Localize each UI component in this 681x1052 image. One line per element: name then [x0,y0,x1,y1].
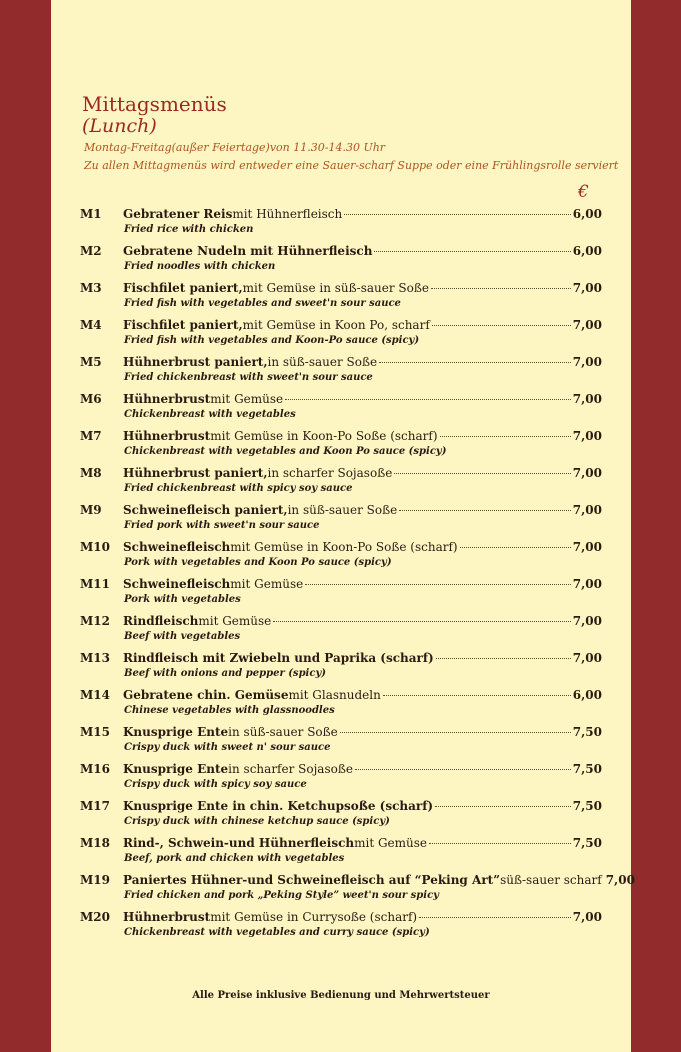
item-line [123,503,602,517]
item-line [123,762,602,776]
item-price: 7,00 [572,577,602,591]
item-number: M10 [80,540,110,554]
menu-item [80,244,602,281]
item-price: 6,00 [572,207,602,221]
menu-item [80,725,602,762]
item-price: 7,00 [572,614,602,628]
item-price: 7,00 [572,910,602,924]
dot-leader [379,362,571,363]
dot-leader [436,658,571,659]
item-description: mit Hühnerfleisch [232,207,343,221]
menu-item [80,207,602,244]
menu-item [80,799,602,836]
dot-leader [460,547,571,548]
item-translation: Pork with vegetables and Koon Po sauce (spicy) [124,557,392,568]
menu-item [80,873,635,910]
item-line [123,614,602,628]
item-description: in scharfer Sojasoße [228,762,353,776]
item-description: in süß-sauer Soße [267,355,378,369]
item-translation: Chickenbreast with vegetables and curry sauce (spicy) [124,927,430,938]
menu-item [80,762,602,799]
item-translation: Pork with vegetables [124,594,241,605]
menu-item [80,836,602,873]
item-number: M5 [80,355,102,369]
item-line [123,540,602,554]
dot-leader [432,325,571,326]
dot-leader [374,251,570,252]
item-name: Gebratener Reis [123,207,233,221]
item-number: M1 [80,207,102,221]
dot-leader [399,510,571,511]
dot-leader [394,473,570,474]
item-description: mit Gemüse in Currysoße (scharf) [210,910,418,924]
menu-list [80,207,635,947]
dot-leader [435,806,571,807]
item-description: in scharfer Sojasoße [267,466,393,480]
menu-page [51,0,635,1052]
menu-item [80,651,602,688]
item-number: M12 [80,614,110,628]
item-number: M18 [80,836,110,850]
item-price: 7,50 [572,762,602,776]
item-name: Schweinefleisch paniert, [123,503,288,517]
item-translation: Crispy duck with chinese ketchup sauce (spicy) [124,816,390,827]
item-price: 7,00 [572,392,602,406]
item-translation: Beef with onions and pepper (spicy) [124,668,326,679]
item-price: 7,00 [572,503,602,517]
item-price: 7,00 [572,540,602,554]
menu-item [80,392,602,429]
item-translation: Chinese vegetables with glassnoodles [124,705,335,716]
soup-note: Zu allen Mittagmenüs wird entweder eine Sauer-scharf Suppe oder eine Frühlingsrolle serviert [84,159,619,172]
item-name: Hühnerbrust [123,392,211,406]
item-line [123,466,602,480]
item-translation: Fried chicken and pork „Peking Style” weet'n sour spicy [124,890,439,901]
item-number: M17 [80,799,110,813]
dot-leader [340,732,571,733]
item-description: mit Glasnudeln [288,688,381,702]
item-price: 6,00 [572,688,602,702]
item-name: Fischfilet paniert, [123,318,243,332]
dot-leader [285,399,571,400]
dot-leader [431,288,571,289]
item-number: M4 [80,318,102,332]
item-number: M14 [80,688,110,702]
item-price: 7,00 [572,281,602,295]
item-translation: Crispy duck with sweet n' sour sauce [124,742,331,753]
opening-hours: Montag-Freitag(außer Feiertage)von 11.30-14.30 Uhr [84,141,386,154]
item-name: Hühnerbrust paniert, [123,466,268,480]
item-description: in süß-sauer Soße [287,503,398,517]
item-description: in süß-sauer Soße [228,725,338,739]
dot-leader [273,621,570,622]
item-name: Fischfilet paniert, [123,281,243,295]
currency-symbol: € [578,182,589,202]
item-name: Hühnerbrust paniert, [123,355,268,369]
menu-item [80,318,602,355]
item-price: 7,00 [572,429,602,443]
item-name: Knusprige Ente in chin. Ketchupsoße (scharf) [123,799,434,813]
item-translation: Fried rice with chicken [124,224,254,235]
item-number: M7 [80,429,102,443]
item-line [123,725,602,739]
item-translation: Chickenbreast with vegetables and Koon Po sauce (spicy) [124,446,447,457]
item-price: 7,00 [572,355,602,369]
item-line [123,318,602,332]
item-name: Rindfleisch [123,614,199,628]
item-line [123,688,602,702]
item-description: mit Gemüse [230,577,304,591]
footer-note: Alle Preise inklusive Bedienung und Mehrwertsteuer [192,990,490,1001]
item-number: M3 [80,281,102,295]
item-name: Knusprige Ente [123,762,229,776]
item-name: Schweinefleisch [123,540,231,554]
item-price: 7,50 [572,799,602,813]
item-number: M8 [80,466,102,480]
item-number: M19 [80,873,110,887]
item-number: M13 [80,651,110,665]
item-number: M11 [80,577,110,591]
item-translation: Crispy duck with spicy soy sauce [124,779,307,790]
item-line [123,910,602,924]
menu-item [80,281,602,318]
item-line [123,281,602,295]
item-description: mit Gemüse in Koon-Po Soße (scharf) [210,429,438,443]
item-description: süß-sauer scharf [500,873,602,887]
dot-leader [344,214,571,215]
item-line [123,244,602,258]
menu-item [80,540,602,577]
menu-item [80,429,602,466]
dot-leader [429,843,571,844]
page-subtitle: (Lunch) [82,115,157,137]
item-description: mit Gemüse in süß-sauer Soße [242,281,429,295]
item-translation: Fried fish with vegetables and Koon-Po sauce (spicy) [124,335,420,346]
item-description: mit Gemüse in Koon-Po Soße (scharf) [230,540,458,554]
item-price: 7,00 [572,318,602,332]
menu-item [80,355,602,392]
menu-item [80,910,602,947]
page-title: Mittagsmenüs [82,92,227,116]
item-name: Knusprige Ente [123,725,229,739]
dot-leader [305,584,571,585]
item-line [123,207,602,221]
item-line [123,651,602,665]
item-price: 7,50 [572,836,602,850]
item-description: mit Gemüse [354,836,428,850]
item-price: 7,00 [572,466,602,480]
menu-item [80,688,602,725]
item-name: Hühnerbrust [123,429,211,443]
item-number: M15 [80,725,110,739]
item-description: mit Gemüse [210,392,284,406]
dot-leader [440,436,571,437]
item-name: Paniertes Hühner-und Schweinefleisch auf “Peking Art” [123,873,501,887]
item-name: Schweinefleisch [123,577,231,591]
item-translation: Fried pork with sweet'n sour sauce [124,520,320,531]
item-number: M9 [80,503,102,517]
dot-leader [383,695,571,696]
item-translation: Chickenbreast with vegetables [124,409,296,420]
item-name: Gebratene Nudeln mit Hühnerfleisch [123,244,373,258]
menu-item [80,577,602,614]
item-number: M16 [80,762,110,776]
dot-leader [419,917,571,918]
item-line [123,392,602,406]
item-line [123,577,602,591]
item-description: mit Gemüse in Koon Po, scharf [242,318,430,332]
item-line [123,429,602,443]
item-name: Rind-, Schwein-und Hühnerfleisch [123,836,355,850]
item-number: M20 [80,910,110,924]
item-number: M2 [80,244,102,258]
item-description: mit Gemüse [198,614,272,628]
item-translation: Fried chickenbreast with sweet'n sour sauce [124,372,373,383]
item-translation: Beef with vegetables [124,631,241,642]
item-price: 6,00 [572,244,602,258]
item-price: 7,00 [605,873,635,887]
item-number: M6 [80,392,102,406]
item-translation: Fried fish with vegetables and sweet'n sour sauce [124,298,401,309]
item-line [123,836,602,850]
menu-item [80,466,602,503]
menu-item [80,614,602,651]
item-price: 7,00 [572,651,602,665]
item-name: Gebratene chin. Gemüse [123,688,289,702]
item-line [123,799,602,813]
item-translation: Fried noodles with chicken [124,261,276,272]
item-price: 7,50 [572,725,602,739]
item-name: Rindfleisch mit Zwiebeln und Paprika (scharf) [123,651,434,665]
item-name: Hühnerbrust [123,910,211,924]
dot-leader [355,769,571,770]
item-line [123,873,635,887]
item-translation: Beef, pork and chicken with vegetables [124,853,345,864]
menu-item [80,503,602,540]
item-translation: Fried chickenbreast with spicy soy sauce [124,483,353,494]
item-line [123,355,602,369]
